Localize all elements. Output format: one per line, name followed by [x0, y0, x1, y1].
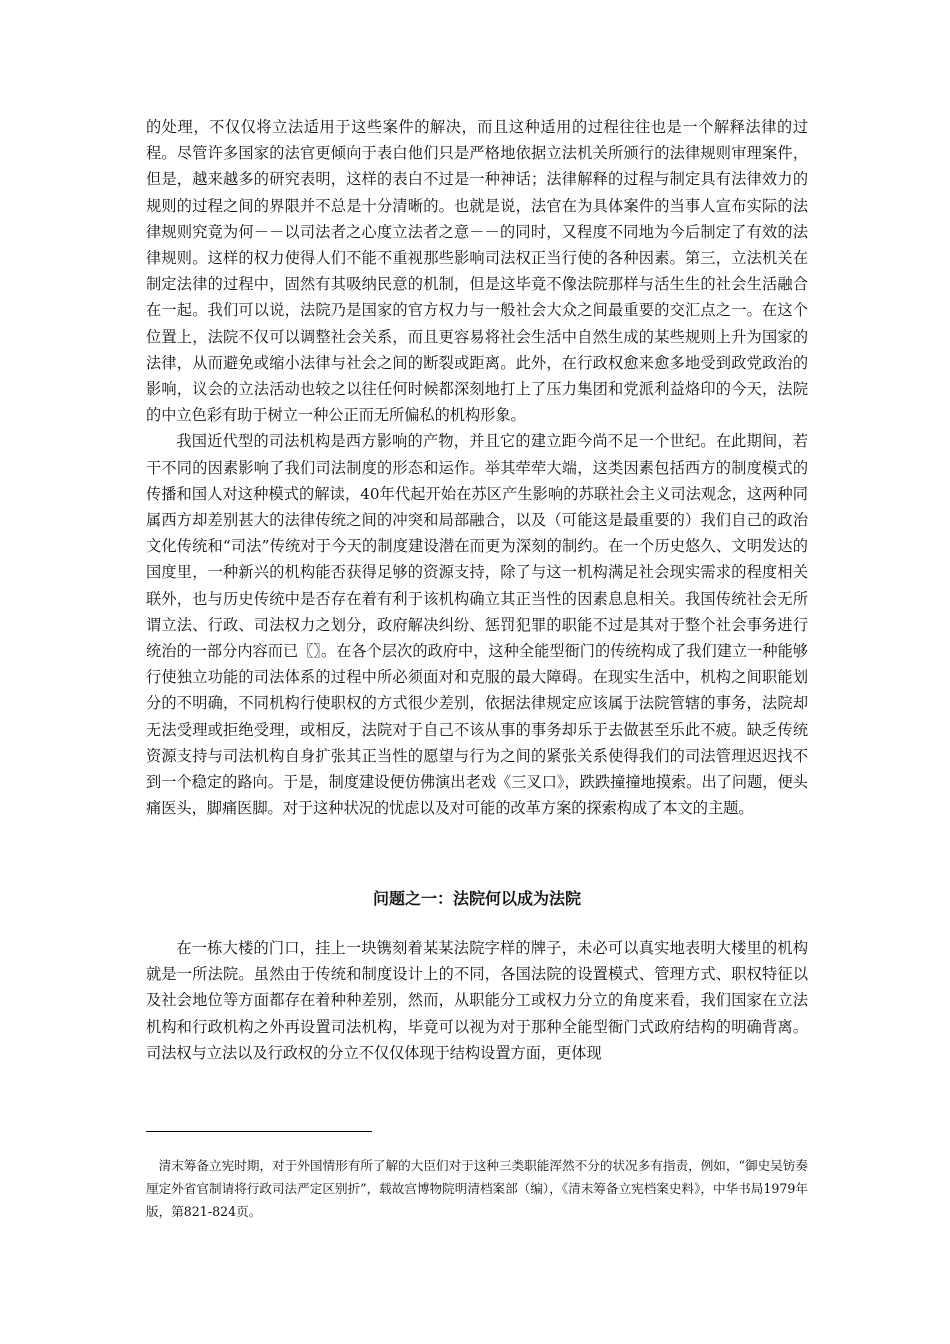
footnote: 清末筹备立宪时期，对于外国情形有所了解的大臣们对于这种三类职能浑然不分的状况多有指责，例如，“御史吴钫奏厘定外省官制请将行政司法严定区别折”，载故宫博物院明清档案部（编），《清末筹备立宪档案史料》，中华书局1979年版，第821-824页。 — [146, 1158, 808, 1219]
section-text — [146, 935, 808, 1066]
main-text — [146, 114, 808, 821]
paragraph-continued: 的处理，不仅仅将立法适用于这些案件的解决，而且这种适用的过程往往也是一个解释法律的过程。尽管许多国家的法官更倾向于表白他们只是严格地依据立法机关所颁行的法律规则审理案件，但是，越来越多的研究表明，这样的表白不过是一种神话；法律解释的过程与制定具有法律效力的规则的过程之间的界限并不总是十分清晰的。也就是说，法官在为具体案件的当事人宣布实际的法律规则究竟为何－－以司法者之心度立法者之意－－的同时，又程度不同地为今后制定了有效的法律规则。这样的权力使得人们不能不重视那些影响司法权正当行使的各种因素。第三，立法机关在制定法律的过程中，固然有其吸纳民意的机制，但是这毕竟不像法院那样与活生生的社会生活融合在一起。我们可以说，法院乃是国家的官方权力与一般社会大众之间最重要的交汇点之一。在这个位置上，法院不仅可以调整社会关系，而且更容易将社会生活中自然生成的某些规则上升为国家的法律，从而避免或缩小法律与社会之间的断裂或距离。此外，在行政权愈来愈多地受到政党政治的影响，议会的立法活动也较之以往任何时候都深刻地打上了压力集团和党派利益烙印的今天，法院的中立色彩有助于树立一种公正而无所偏私的机构形象。 — [146, 118, 808, 425]
footnote-divider — [146, 1131, 372, 1132]
paragraph: 在一栋大楼的门口，挂上一块镌刻着某某法院字样的牌子，未必可以真实地表明大楼里的机构就是一所法院。虽然由于传统和制度设计上的不同，各国法院的设置模式、管理方式、职权特征以及社会地位等方面都存在着种种差别，然而，从职能分工或权力分立的角度来看，我们国家在立法机构和行政机构之外再设置司法机构，毕竟可以视为对于那种全能型衙门式政府结构的明确背离。司法权与立法以及行政权的分立不仅仅体现于结构设置方面，更体现 — [146, 939, 808, 1062]
section-heading: 问题之一：法院何以成为法院 — [372, 889, 581, 908]
paragraph: 我国近代型的司法机构是西方影响的产物，并且它的建立距今尚不足一个世纪。在此期间，若干不同的因素影响了我们司法制度的形态和运作。举其荦荦大端，这类因素包括西方的制度模式的传播和国人对这种模式的解读，40年代起开始在苏区产生影响的苏联社会主义司法观念，这两种同属西方却差别甚大的法律传统之间的冲突和局部融合，以及（可能这是最重要的）我们自己的政治文化传统和“司法”传统对于今天的制度建设潜在而更为深刻的制约。在一个历史悠久、文明发达的国度里，一种新兴的机构能否获得足够的资源支持，除了与这一机构满足社会现实需求的程度相关联外，也与历史传统中是否存在着有利于该机构确立其正当性的因素息息相关。我国传统社会无所谓立法、行政、司法权力之划分，政府解决纠纷、惩罚犯罪的职能不过是其对于整个社会事务进行统治的一部分内容而已〖〗。在各个层次的政府中，这种全能型衙门的传统构成了我们建立一种能够行使独立功能的司法体系的过程中所必须面对和克服的最大障碍。在现实生活中，机构之间职能划分的不明确，不同机构行使职权的方式很少差别，依据法律规定应该属于法院管辖的事务，法院却无法受理或拒绝受理，或相反，法院对于自己不该从事的事务却乐于去做甚至乐此不疲。缺乏传统资源支持与司法机构自身扩张其正当性的愿望与行为之间的紧张关系使得我们的司法管理迟迟找不到一个稳定的路向。于是，制度建设便仿佛演出老戏《三叉口》，跌跌撞撞地摸索。出了问题，便头痛医头，脚痛医脚。对于这种状况的忧虑以及对可能的改革方案的探索构成了本文的主题。 — [146, 432, 808, 818]
